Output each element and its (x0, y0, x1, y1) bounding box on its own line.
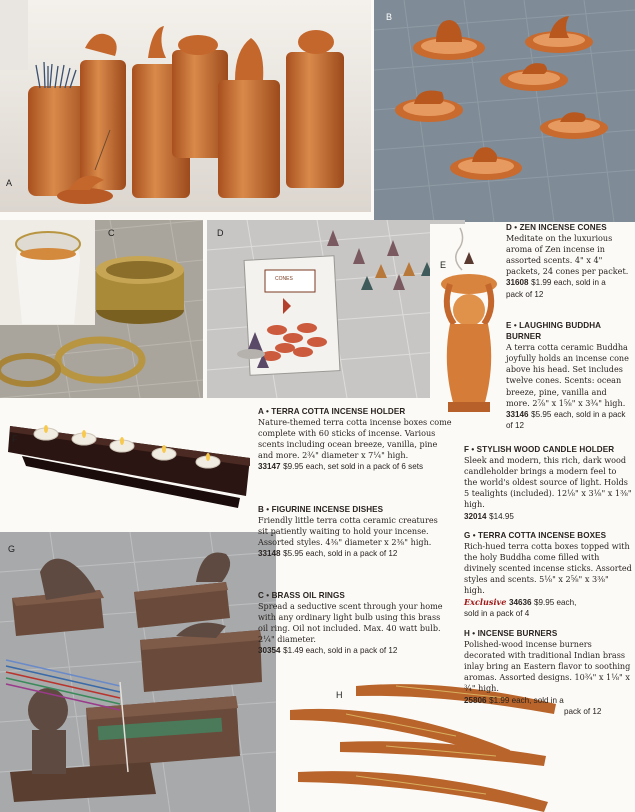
item-c-price: $1.49 each, sold in a pack of 12 (283, 646, 398, 656)
photo-label-f: F (12, 434, 18, 444)
item-b-sku: 33148 (258, 549, 281, 559)
item-a-sku: 33147 (258, 462, 281, 472)
item-f-price: $14.95 (489, 511, 514, 521)
item-g-body: Rich-hued terra cotta boxes topped with the holy Buddha come filled with divinely scented incense sticks. Assorted styles and scents. 5⅛" x 2⅝" x 3⅜" high. (464, 541, 632, 596)
item-a-description (258, 406, 452, 473)
item-b-body: Friendly little terra cotta ceramic creatures sit patiently waiting to hold your incense. Assorted styles. 4⅜" diameter x 2⅜" high. (258, 515, 438, 548)
item-e-sku: 33146 (506, 409, 529, 419)
item-d-body: Meditate on the luxurious aroma of Zen incense in assorted scents. 4" x 4" packets, 24 cones per packet. (506, 233, 629, 277)
item-a-heading: A • TERRA COTTA INCENSE HOLDER (258, 407, 406, 416)
item-c-heading: C • BRASS OIL RINGS (258, 591, 345, 600)
photo-label-d: D (217, 228, 224, 238)
item-d-pack: pack of 12 (506, 289, 544, 299)
item-b-description (258, 504, 450, 559)
exclusive-badge: Exclusive (464, 596, 507, 607)
item-a-body: Nature-themed terra cotta incense boxes come complete with 60 sticks of incense. Various scents including ocean breeze, vanilla, pine and more. 2¾" diameter x 7¼" high. (258, 417, 452, 461)
item-e-pack: each, sold in a pack of 12 (506, 409, 626, 430)
item-g-sku: 34636 (508, 597, 532, 607)
item-g-description (464, 530, 632, 619)
photo-label-b: B (386, 12, 393, 22)
packet-text: CONES (275, 276, 293, 282)
item-b-heading: B • FIGURINE INCENSE DISHES (258, 505, 384, 514)
item-g-price: $9.95 each, (534, 597, 577, 607)
photo-e-laughing-buddha-burner (430, 224, 506, 416)
item-f-heading: F • STYLISH WOOD CANDLE HOLDER (464, 445, 615, 454)
photo-c-brass-oil-rings (0, 220, 203, 398)
photo-label-a: A (6, 178, 13, 188)
item-f-sku: 32014 (464, 511, 487, 521)
photo-label-c: C (108, 228, 115, 238)
item-h-sku: 25806 (464, 695, 487, 705)
photo-label-h: H (336, 690, 343, 700)
photo-label-g: G (8, 544, 16, 554)
item-d-price: $1.99 each, sold in a (531, 278, 606, 288)
photo-label-e: E (440, 260, 447, 270)
item-h-heading: H • INCENSE BURNERS (464, 629, 558, 638)
item-e-heading: E • LAUGHING BUDDHA BURNER (506, 321, 601, 342)
item-c-description (258, 590, 450, 657)
item-f-description (464, 444, 632, 522)
item-b-price: $5.95 each, sold in a pack of 12 (283, 549, 398, 559)
photo-g-incense-boxes (0, 532, 276, 812)
photo-d-zen-incense-cones (207, 220, 465, 398)
item-g-heading: G • TERRA COTTA INCENSE BOXES (464, 531, 607, 540)
item-d-description (506, 222, 632, 300)
photo-a-terra-cotta-holders (0, 0, 371, 212)
item-f-body: Sleek and modern, this rich, dark wood candleholder brings a modern feel to the world's oldest source of light. Holds 5 tealights (included). 12⅛" x 3⅛" x 1⅜" high. (464, 455, 632, 510)
item-e-body: A terra cotta ceramic Buddha joyfully holds an incense cone above his head. Set includes twelve cones. Scents: ocean breeze, pine, vanilla and more. 2⅞" x 1⅝" x 3¾" high. (506, 342, 629, 408)
photo-b-figurine-dishes (374, 0, 635, 222)
item-h-description (464, 628, 632, 717)
item-c-body: Spread a seductive scent through your home with any ordinary light bulb using this brass oil ring. Oil not included. Max. 40 watt bulb. 2¼" diameter. (258, 601, 443, 645)
item-h-body: Polished-wood incense burners decorated with traditional Indian brass inlay bring an Eastern flavor to soothing aromas. Assorted designs. 10¾" x 1⅛" x ¾" high. (464, 639, 631, 694)
item-h-price: $1.99 each, sold in a (489, 695, 564, 705)
item-c-sku: 30354 (258, 646, 281, 656)
item-a-price: $9.95 each, set sold in a pack of 6 sets (283, 462, 424, 472)
item-d-heading: D • ZEN INCENSE CONES (506, 223, 607, 232)
item-d-sku: 31608 (506, 278, 529, 288)
photo-f-wood-candle-holder (0, 404, 252, 516)
item-h-pack: pack of 12 (564, 706, 602, 716)
item-e-description (506, 320, 632, 431)
item-g-pack: sold in a pack of 4 (464, 608, 530, 618)
item-e-price: $5.95 (531, 409, 552, 419)
